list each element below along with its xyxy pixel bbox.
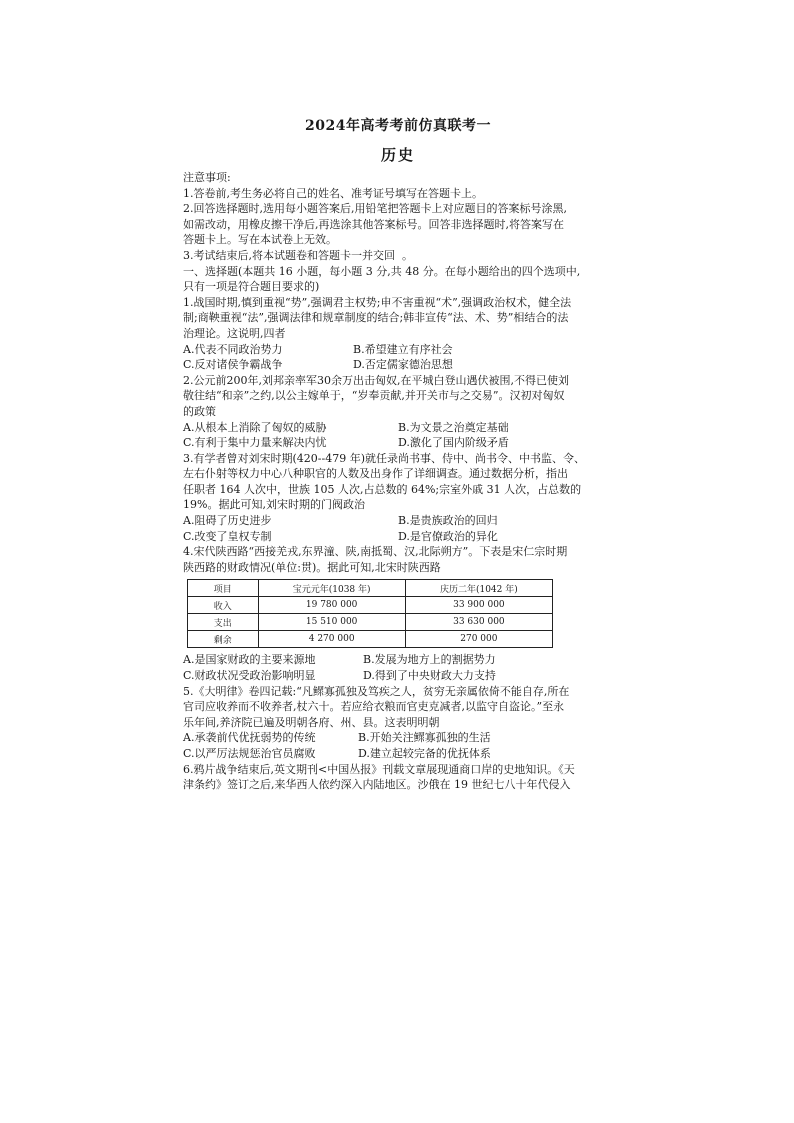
option-d: D.否定儒家德治思想 (353, 358, 453, 372)
notice-block (183, 170, 613, 264)
section-heading (183, 264, 613, 295)
option-a: A.代表不同政治势力 (183, 342, 283, 356)
question-2 (183, 373, 613, 451)
question-stem: 2.公元前200年,刘邦亲率军30余万出击匈奴,在平城白登山遇伏被围,不得已使刘 (183, 373, 569, 387)
question-5 (183, 684, 613, 762)
question-stem: 1.战国时期,慎到重视“势”,强调君主权势;申不害重视“术”,强调政治权术，健全法 (183, 295, 572, 309)
option-c: C.以严厉法规惩治官员腐败 (183, 747, 316, 760)
option-d: D.得到了中央财政大力支持 (363, 669, 496, 683)
question-stem: 津条约》签订之后,来华西人依约深入内陆地区。沙俄在 19 世纪七八十年代侵入 (183, 778, 571, 792)
question-stem: 4.宋代陕西路“西接羌戎,东界潼、陕,南抵蜀、汉,北际朔方”。下表是宋仁宗时期 (183, 545, 568, 559)
question-stem: 制;商鞅重视“法”,强调法律和规章制度的结合;韩非宣传“法、术、势”相结合的法 (183, 311, 569, 325)
option-b: B.开始关注鳏寡孤独的生活 (358, 731, 491, 745)
question-4 (183, 544, 613, 683)
question-stem: 的政策 (183, 404, 216, 418)
notice-line: 3.考试结束后,将本试题卷和答题卡一并交回 。 (183, 248, 413, 262)
notice-heading: 注意事项: (183, 171, 231, 184)
option-a: A.阻碍了历史进步 (183, 514, 272, 528)
table-cell: 4 270 000 (258, 631, 405, 648)
table-cell: 33 900 000 (405, 597, 552, 614)
subject-title: 历史 (380, 146, 415, 164)
option-c: C.财政状况受政治影响明显 (183, 669, 316, 683)
question-3 (183, 451, 613, 545)
section-line: 只有一项是符合题目要求的) (183, 280, 320, 294)
option-d: D.建立起较完备的优抚体系 (358, 747, 491, 760)
table-cell: 收入 (188, 597, 259, 614)
notice-line: 2.回答选择题时,选用每小题答案后,用铅笔把答题卡上对应题目的答案标号涂黑, (183, 202, 567, 216)
question-stem: 19%。据此可知,刘宋时期的门阀政治 (183, 498, 365, 512)
table-header: 庆历二年(1042 年) (405, 580, 552, 597)
option-c: C.反对诸侯争霸战争 (183, 358, 283, 372)
table-header-row (188, 580, 553, 597)
question-stem: 左右仆射等权力中心八种职官的人数及出身作了详细调查。通过数据分析，指出 (183, 467, 568, 481)
question-stem: 5.《大明律》卷四记载:“凡鳏寡孤独及笃疾之人，贫穷无亲属依倚不能自存,所在 (183, 684, 570, 698)
table-cell: 剩余 (188, 631, 259, 648)
table-cell: 15 510 000 (258, 614, 405, 631)
question-6 (183, 762, 613, 793)
finance-table (187, 579, 553, 648)
option-c: C.有利于集中力量来解决内忧 (183, 436, 327, 450)
question-stem: 3.有学者曾对刘宋时期(420--479 年)就任录尚书事、侍中、尚书令、中书监、令、 (183, 451, 585, 465)
option-d: D.激化了国内阶级矛盾 (398, 436, 509, 450)
table-cell: 19 780 000 (258, 597, 405, 614)
section-line: 一、选择题(本题共 16 小题，每小题 3 分,共 48 分。在每小题给出的四个选项中, (183, 264, 581, 278)
table-header: 宝元元年(1038 年) (258, 580, 405, 597)
question-stem: 陕西路的财政情况(单位:贯)。据此可知,北宋时陕西路 (183, 560, 441, 574)
option-b: B.是贵族政治的回归 (398, 514, 498, 528)
table-row (188, 631, 553, 648)
option-c: C.改变了皇权专制 (183, 529, 272, 543)
option-a: A.承袭前代优抚弱势的传统 (183, 731, 316, 745)
notice-line: 答题卡上。写在本试卷上无效。 (183, 233, 337, 247)
notice-line: 1.答卷前,考生务必将自己的姓名、准考证号填写在答题卡上。 (183, 186, 483, 200)
option-d: D.是官僚政治的异化 (398, 529, 498, 543)
question-stem: 乐年间,养济院已遍及明朝各府、州、县。这表明明朝 (183, 715, 440, 729)
question-stem: 官司应收养而不收养者,杖六十。若应给衣粮而官吏克减者,以监守自盗论。”至永 (183, 700, 565, 714)
question-stem: 任职者 164 人次中，世族 105 人次,占总数的 64%;宗室外戚 31 人次，占总数的 (183, 482, 582, 496)
exam-title: 2024年高考考前仿真联考一 (305, 118, 491, 134)
option-a: A.从根本上消除了匈奴的威胁 (183, 420, 327, 434)
option-b: B.为文景之治奠定基础 (398, 420, 509, 434)
table-cell: 270 000 (405, 631, 552, 648)
option-a: A.是国家财政的主要来源地 (183, 653, 316, 667)
table-row (188, 597, 553, 614)
table-row (188, 614, 553, 631)
table-cell: 33 630 000 (405, 614, 552, 631)
question-stem: 治理论。这说明,四者 (183, 326, 286, 340)
option-b: B.希望建立有序社会 (353, 342, 453, 356)
question-stem: 敬往结“和亲”之约,以公主嫁单于，“岁奉贡献,并开关市与之交易”。汉初对匈奴 (183, 389, 565, 403)
question-stem: 6.鸦片战争结束后,英文期刊<中国丛报》刊载文章展现通商口岸的史地知识。《天 (183, 762, 575, 776)
option-b: B.发展为地方上的割据势力 (363, 653, 496, 667)
question-1 (183, 295, 613, 373)
exam-page (183, 112, 613, 793)
table-header: 项目 (188, 580, 259, 597)
notice-line: 如需改动，用橡皮擦干净后,再选涂其他答案标号。回答非选择题时,将答案写在 (183, 217, 564, 231)
table-cell: 支出 (188, 614, 259, 631)
